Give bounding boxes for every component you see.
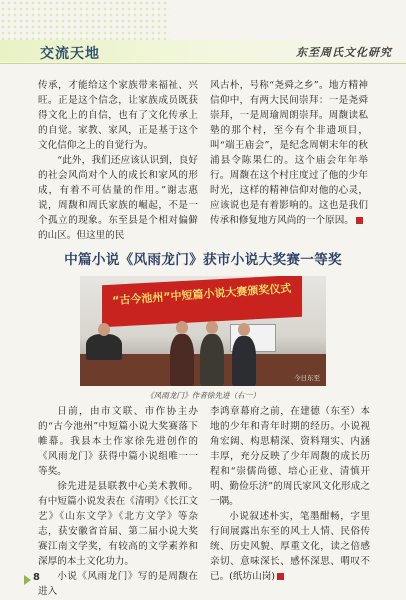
paragraph: 李鸿章幕府之前，在建德（东至）本地的少年和青年时期的经历。小说视角宏阔、构思精深、资料翔实、内涵丰厚，充分反映了少年周馥的成长历程和“崇儒尚德、培心正业、清慎开明、勤俭乐济”的周氏家风文化形成之一隅。 bbox=[210, 406, 370, 507]
paragraph bbox=[210, 509, 370, 584]
paragraph: 小说《风雨龙门》写的是周馥在进入 bbox=[38, 571, 198, 597]
paragraph: 传承，才能给这个家族带来福祉、兴旺。正是这个信念，让家族成员既获得文化上的自信，也有了文化传承上的自觉。家教、家风，正是基于这个文化信仰之上的自觉行为。 bbox=[38, 80, 198, 151]
person-head bbox=[98, 323, 110, 336]
end-mark-icon bbox=[356, 217, 363, 224]
end-mark-icon bbox=[277, 573, 284, 580]
photo-caption: 《风雨龙门》作者徐先进（右一） bbox=[146, 391, 260, 400]
person-standing bbox=[200, 334, 224, 386]
paragraph: 日前，由市文联、市作协主办的“古今池州”中短篇小说大奖赛落下帷幕。我县本土作家徐先进创作的《风雨龙门》获得中篇小说组唯一一等奖。 bbox=[38, 406, 198, 477]
photo-watermark: 今日东至 bbox=[294, 374, 320, 382]
person-head bbox=[238, 323, 250, 336]
top-right-column bbox=[210, 78, 368, 228]
bottom-right-column bbox=[210, 404, 370, 584]
paragraph-text: 风古朴，号称“尧舜之乡”。地方精神信仰中，有两大民间崇拜：一是尧舜崇拜，一是周瑜周朗崇拜。周馥读私塾的那个村，至今有个非遗项目，叫“端王庙会”，是纪念周朝末年的秋浦县令陈果仁的。这个庙会年年举行。周馥在这个村庄度过了他的少年时光，这样的精神信仰对他的心灵，应该说也是有着影响的。这也是我们传承和修复地方风尚的一个原因。 bbox=[210, 80, 368, 226]
paragraph-text: 小说叙述朴实，笔墨酣畅，字里行间展露出东至的风土人情、民俗传统、历史风貌、厚重文化，读之倍感亲切、意味深长、感怀深思、喟叹不已。(纸坊山岗) bbox=[210, 511, 370, 582]
top-left-column bbox=[38, 78, 198, 243]
person-standing bbox=[232, 336, 256, 386]
banner-text: “古今池州”中短篇小说大赛颁奖仪式 bbox=[111, 281, 292, 308]
bottom-left-column bbox=[38, 404, 198, 599]
person-seated bbox=[86, 334, 122, 360]
paragraph: “此外，我们还应该认识到，良好的社会风尚对个人的成长和家风的形成，有着不可估量的作用。”谢志惠说，周馥和周氏家族的崛起，不是一个孤立的现象。东至县是个相对偏僻的山区。但这里的民 bbox=[38, 155, 198, 241]
page-arrow-icon bbox=[24, 575, 31, 585]
article-title: 中篇小说《风雨龙门》获市小说大奖赛一等奖 bbox=[64, 252, 342, 268]
page-header bbox=[0, 0, 406, 62]
person-head bbox=[206, 321, 218, 334]
person-standing bbox=[170, 334, 194, 386]
publication-title: 东至周氏文化研究 bbox=[296, 46, 392, 59]
award-ceremony-photo bbox=[80, 276, 326, 386]
paragraph: 徐先进是县联教中心美术教师。有中短篇小说发表在《清明》《长江文艺》《山东文学》《北方文学》等杂志，获安徽省首届、第二届小说大奖赛江南文学奖，有较高的文学素养和深厚的本土文化功力。 bbox=[38, 481, 198, 567]
section-title: 交流天地 bbox=[40, 46, 100, 62]
paragraph bbox=[210, 78, 368, 228]
header-dot-pattern bbox=[0, 0, 170, 40]
page-number: 8 bbox=[33, 572, 40, 583]
header-divider bbox=[0, 63, 406, 64]
person-head bbox=[176, 321, 188, 334]
